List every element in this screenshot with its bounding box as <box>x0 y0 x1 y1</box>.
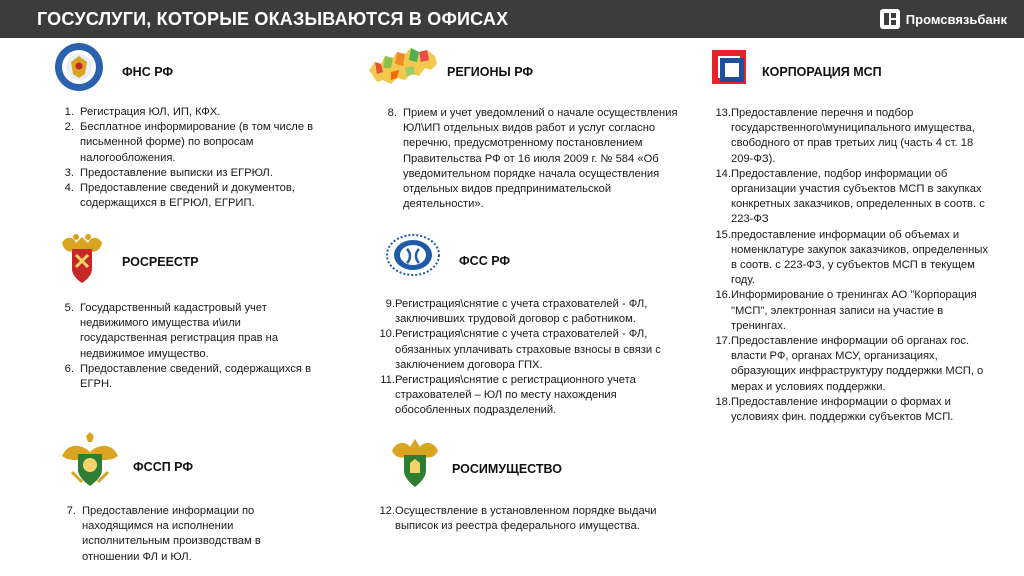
fns-list <box>60 105 322 211</box>
list-item-text: Прием и учет уведомлений о начале осуществления ЮЛ\ИП отдельных видов работ и услуг согласно перечню, предусмотренному постановлением Правительства РФ от 16 июля 2009 г. № 584 «Об уведомительном порядке начала осуществления отдельных видов предпринимательской деятельности». <box>403 107 678 211</box>
list-item-number: 3. <box>64 166 74 179</box>
list-item-number: 17. <box>715 335 731 348</box>
psb-logo-icon <box>880 9 900 29</box>
list-item-text: Регистрация\снятие с учета страхователей - ФЛ, заключивших трудовой договор с работником. <box>395 298 648 326</box>
list-item-text: Предоставление сведений, содержащихся в ЕГРН. <box>80 362 312 391</box>
list-item-text: Предоставление, подбор информации об организации участия субъектов МСП в закупках конкретных заказчиков, определенных в соотв. с 223-ФЗ <box>731 167 985 226</box>
fns-emblem-icon <box>54 42 104 92</box>
list-item-number: 6. <box>64 362 74 375</box>
rosreestr-emblem-icon <box>56 229 108 285</box>
rosim-header <box>452 460 562 478</box>
list-item-number: 15. <box>715 228 731 241</box>
list-item-text: Информирование о тренингах АО "Корпорация "МСП", электронная записи на участие в тренингах. <box>731 289 977 332</box>
list-item-number: 10. <box>379 328 395 341</box>
list-item <box>60 362 326 392</box>
list-item-number: 13. <box>715 107 731 119</box>
list-item <box>374 504 664 534</box>
msp-list <box>710 106 995 425</box>
list-item <box>60 181 322 211</box>
fssp-emblem-icon <box>58 432 122 488</box>
list-item <box>710 228 995 289</box>
list-item <box>60 166 322 181</box>
page-header <box>0 0 1024 38</box>
list-item-number: 11. <box>380 374 395 387</box>
list-item-number: 8. <box>387 107 397 119</box>
list-item-number: 2. <box>64 121 74 134</box>
regions-list <box>383 106 683 212</box>
msp-name: КОРПОРАЦИЯ МСП <box>762 65 882 79</box>
list-item <box>374 297 684 327</box>
list-item-text: Бесплатное информирование (в том числе в письменной форме) по вопросам налогообложения. <box>80 121 314 164</box>
list-item-text: Регистрация\снятие с регистрационного учета страхователей – ЮЛ по месту нахождения обособленных подразделений. <box>395 374 636 417</box>
list-item <box>62 504 312 565</box>
list-item <box>60 105 322 120</box>
list-item <box>60 301 326 362</box>
list-item <box>60 120 322 166</box>
list-item <box>710 334 995 395</box>
list-item-text: Предоставление сведений и документов, содержащихся в ЕГРЮЛ, ЕГРИП. <box>80 182 295 210</box>
regions-header <box>447 63 533 81</box>
brand <box>880 9 1007 29</box>
list-item-text: Предоставление информации о формах и условиях фин. поддержки субъектов МСП. <box>731 395 954 424</box>
rosim-list <box>374 504 664 534</box>
list-item <box>710 106 995 167</box>
list-item-number: 5. <box>64 302 74 314</box>
rosim-name: РОСИМУЩЕСТВО <box>452 462 562 476</box>
list-item <box>710 288 995 334</box>
list-item-number: 4. <box>64 182 74 195</box>
list-item-number: 7. <box>66 505 76 517</box>
list-item-number: 18. <box>715 395 731 408</box>
list-item-text: Регистрация ЮЛ, ИП, КФХ. <box>80 106 221 118</box>
list-item-number: 9. <box>385 298 395 310</box>
rosreestr-name: РОСРЕЕСТР <box>122 255 199 269</box>
list-item-text: Регистрация\снятие с учета страхователей - ФЛ, обязанных уплачивать страховые взносы в связи с заключением договора ГПХ. <box>395 328 661 371</box>
list-item-text: предоставление информации об объемах и номенклатуре закупок заказчиков, определенных в соотв. с 223-ФЗ, у субъектов МСП в текущем году. <box>731 228 988 287</box>
brand-name: Промсвязьбанк <box>905 11 1007 27</box>
fss-emblem-icon <box>385 233 441 277</box>
list-item-text: Предоставление перечня и подбор государственного\муниципального имущества, свободного от прав третьих лиц (часть 4 ст. 18 209-ФЗ). <box>731 107 975 165</box>
list-item <box>710 395 995 425</box>
list-item <box>383 106 683 212</box>
fns-name: ФНС РФ <box>122 65 174 79</box>
fssp-list <box>62 504 312 565</box>
fns-header <box>122 63 173 81</box>
fss-name: ФСС РФ <box>459 254 511 268</box>
list-item-number: 16. <box>715 289 731 302</box>
fssp-header <box>133 458 193 476</box>
rosim-emblem-icon <box>388 433 442 489</box>
regions-name: РЕГИОНЫ РФ <box>447 65 534 79</box>
rosreestr-header <box>122 253 199 271</box>
list-item-number: 14. <box>715 167 731 180</box>
list-item-text: Государственный кадастровый учет недвижимого имущества и\или государственная регистрация прав на недвижимое имущество. <box>80 302 279 360</box>
page-title: ГОСУСЛУГИ, КОТОРЫЕ ОКАЗЫВАЮТСЯ В ОФИСАХ <box>37 9 509 29</box>
msp-logo-icon <box>710 48 748 86</box>
list-item <box>710 167 995 228</box>
russia-map-icon <box>367 44 439 86</box>
list-item-number: 1. <box>64 106 74 118</box>
list-item-number: 12. <box>379 505 395 517</box>
fss-list <box>374 297 684 419</box>
rosreestr-list <box>60 301 326 392</box>
list-item-text: Предоставление выписки из ЕГРЮЛ. <box>80 166 273 179</box>
list-item <box>374 373 684 419</box>
fss-header <box>459 252 510 270</box>
fssp-name: ФССП РФ <box>133 460 194 474</box>
list-item-text: Предоставление информации по находящимся на исполнении исполнительным производствам в отношении ФЛ и ЮЛ. <box>82 505 261 563</box>
list-item-text: Осуществление в установленном порядке выдачи выписок из реестра федерального имущества. <box>395 505 657 533</box>
list-item <box>374 327 684 373</box>
list-item-text: Предоставление информации об органах гос. власти РФ, органах МСУ, организациях, образующих инфраструктуру поддержки МСП, о мерах и условиях поддержки. <box>731 335 984 393</box>
msp-header <box>762 63 882 81</box>
